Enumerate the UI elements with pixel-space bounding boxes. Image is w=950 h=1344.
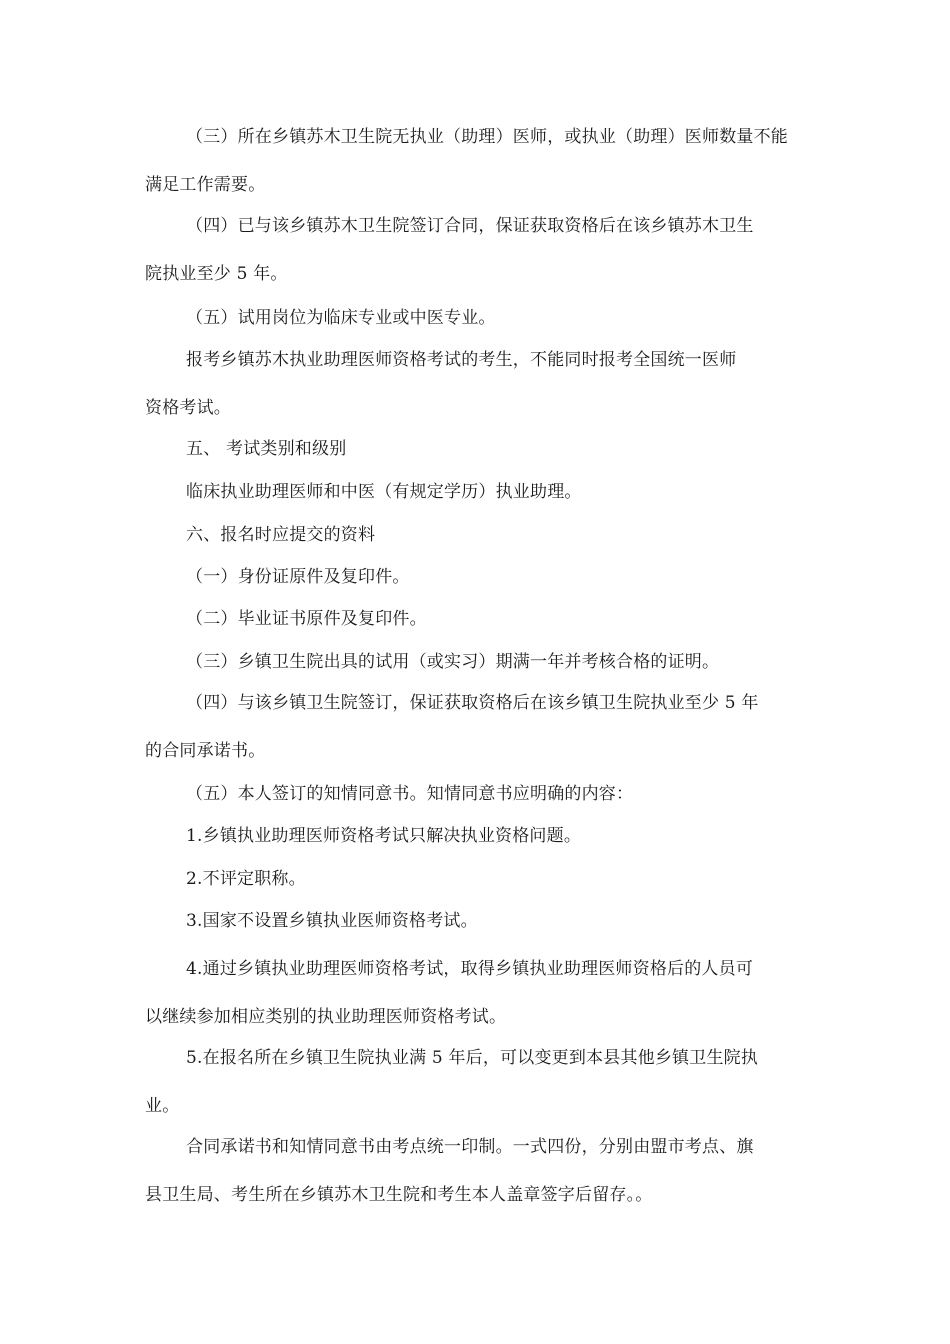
list-item: 2.不评定职称。 [186, 869, 306, 889]
list-item: 的合同承诺书。 [145, 741, 266, 761]
list-item: 1.乡镇执业助理医师资格考试只解决执业资格问题。 [186, 826, 582, 846]
list-item: （二）毕业证书原件及复印件。 [186, 609, 427, 629]
paragraph-line: 满足工作需要。 [145, 175, 266, 195]
list-item: 以继续参加相应类别的执业助理医师资格考试。 [145, 1007, 507, 1027]
paragraph-line: （五）试用岗位为临床专业或中医专业。 [186, 308, 496, 328]
paragraph-line: （四）已与该乡镇苏木卫生院签订合同，保证获取资格后在该乡镇苏木卫生 [186, 216, 754, 236]
paragraph-line: （三）所在乡镇苏木卫生院无执业（助理）医师，或执业（助理）医师数量不能 [186, 127, 788, 147]
list-item: 3.国家不设置乡镇执业医师资格考试。 [186, 911, 478, 931]
list-item: 5.在报名所在乡镇卫生院执业满 5 年后，可以变更到本县其他乡镇卫生院执 [186, 1048, 759, 1068]
paragraph-line: 合同承诺书和知情同意书由考点统一印制。一式四份，分别由盟市考点、旗 [186, 1137, 754, 1157]
list-item: 4.通过乡镇执业助理医师资格考试，取得乡镇执业助理医师资格后的人员可 [186, 959, 754, 979]
paragraph-line: 院执业至少 5 年。 [145, 264, 288, 284]
section-heading: 六、报名时应提交的资料 [186, 525, 376, 545]
list-item: （五）本人签订的知情同意书。知情同意书应明确的内容： [186, 784, 634, 804]
list-item: （四）与该乡镇卫生院签订，保证获取资格后在该乡镇卫生院执业至少 5 年 [186, 693, 759, 713]
list-item: （三）乡镇卫生院出具的试用（或实习）期满一年并考核合格的证明。 [186, 652, 720, 672]
paragraph-line: 临床执业助理医师和中医（有规定学历）执业助理。 [186, 482, 582, 502]
list-item: （一）身份证原件及复印件。 [186, 567, 410, 587]
paragraph-line: 县卫生局、考生所在乡镇苏木卫生院和考生本人盖章签字后留存。。 [145, 1185, 653, 1205]
paragraph-line: 资格考试。 [145, 398, 231, 418]
paragraph-line: 报考乡镇苏木执业助理医师资格考试的考生，不能同时报考全国统一医师 [186, 350, 737, 370]
list-item: 业。 [145, 1096, 180, 1116]
section-heading: 五、 考试类别和级别 [186, 439, 347, 459]
